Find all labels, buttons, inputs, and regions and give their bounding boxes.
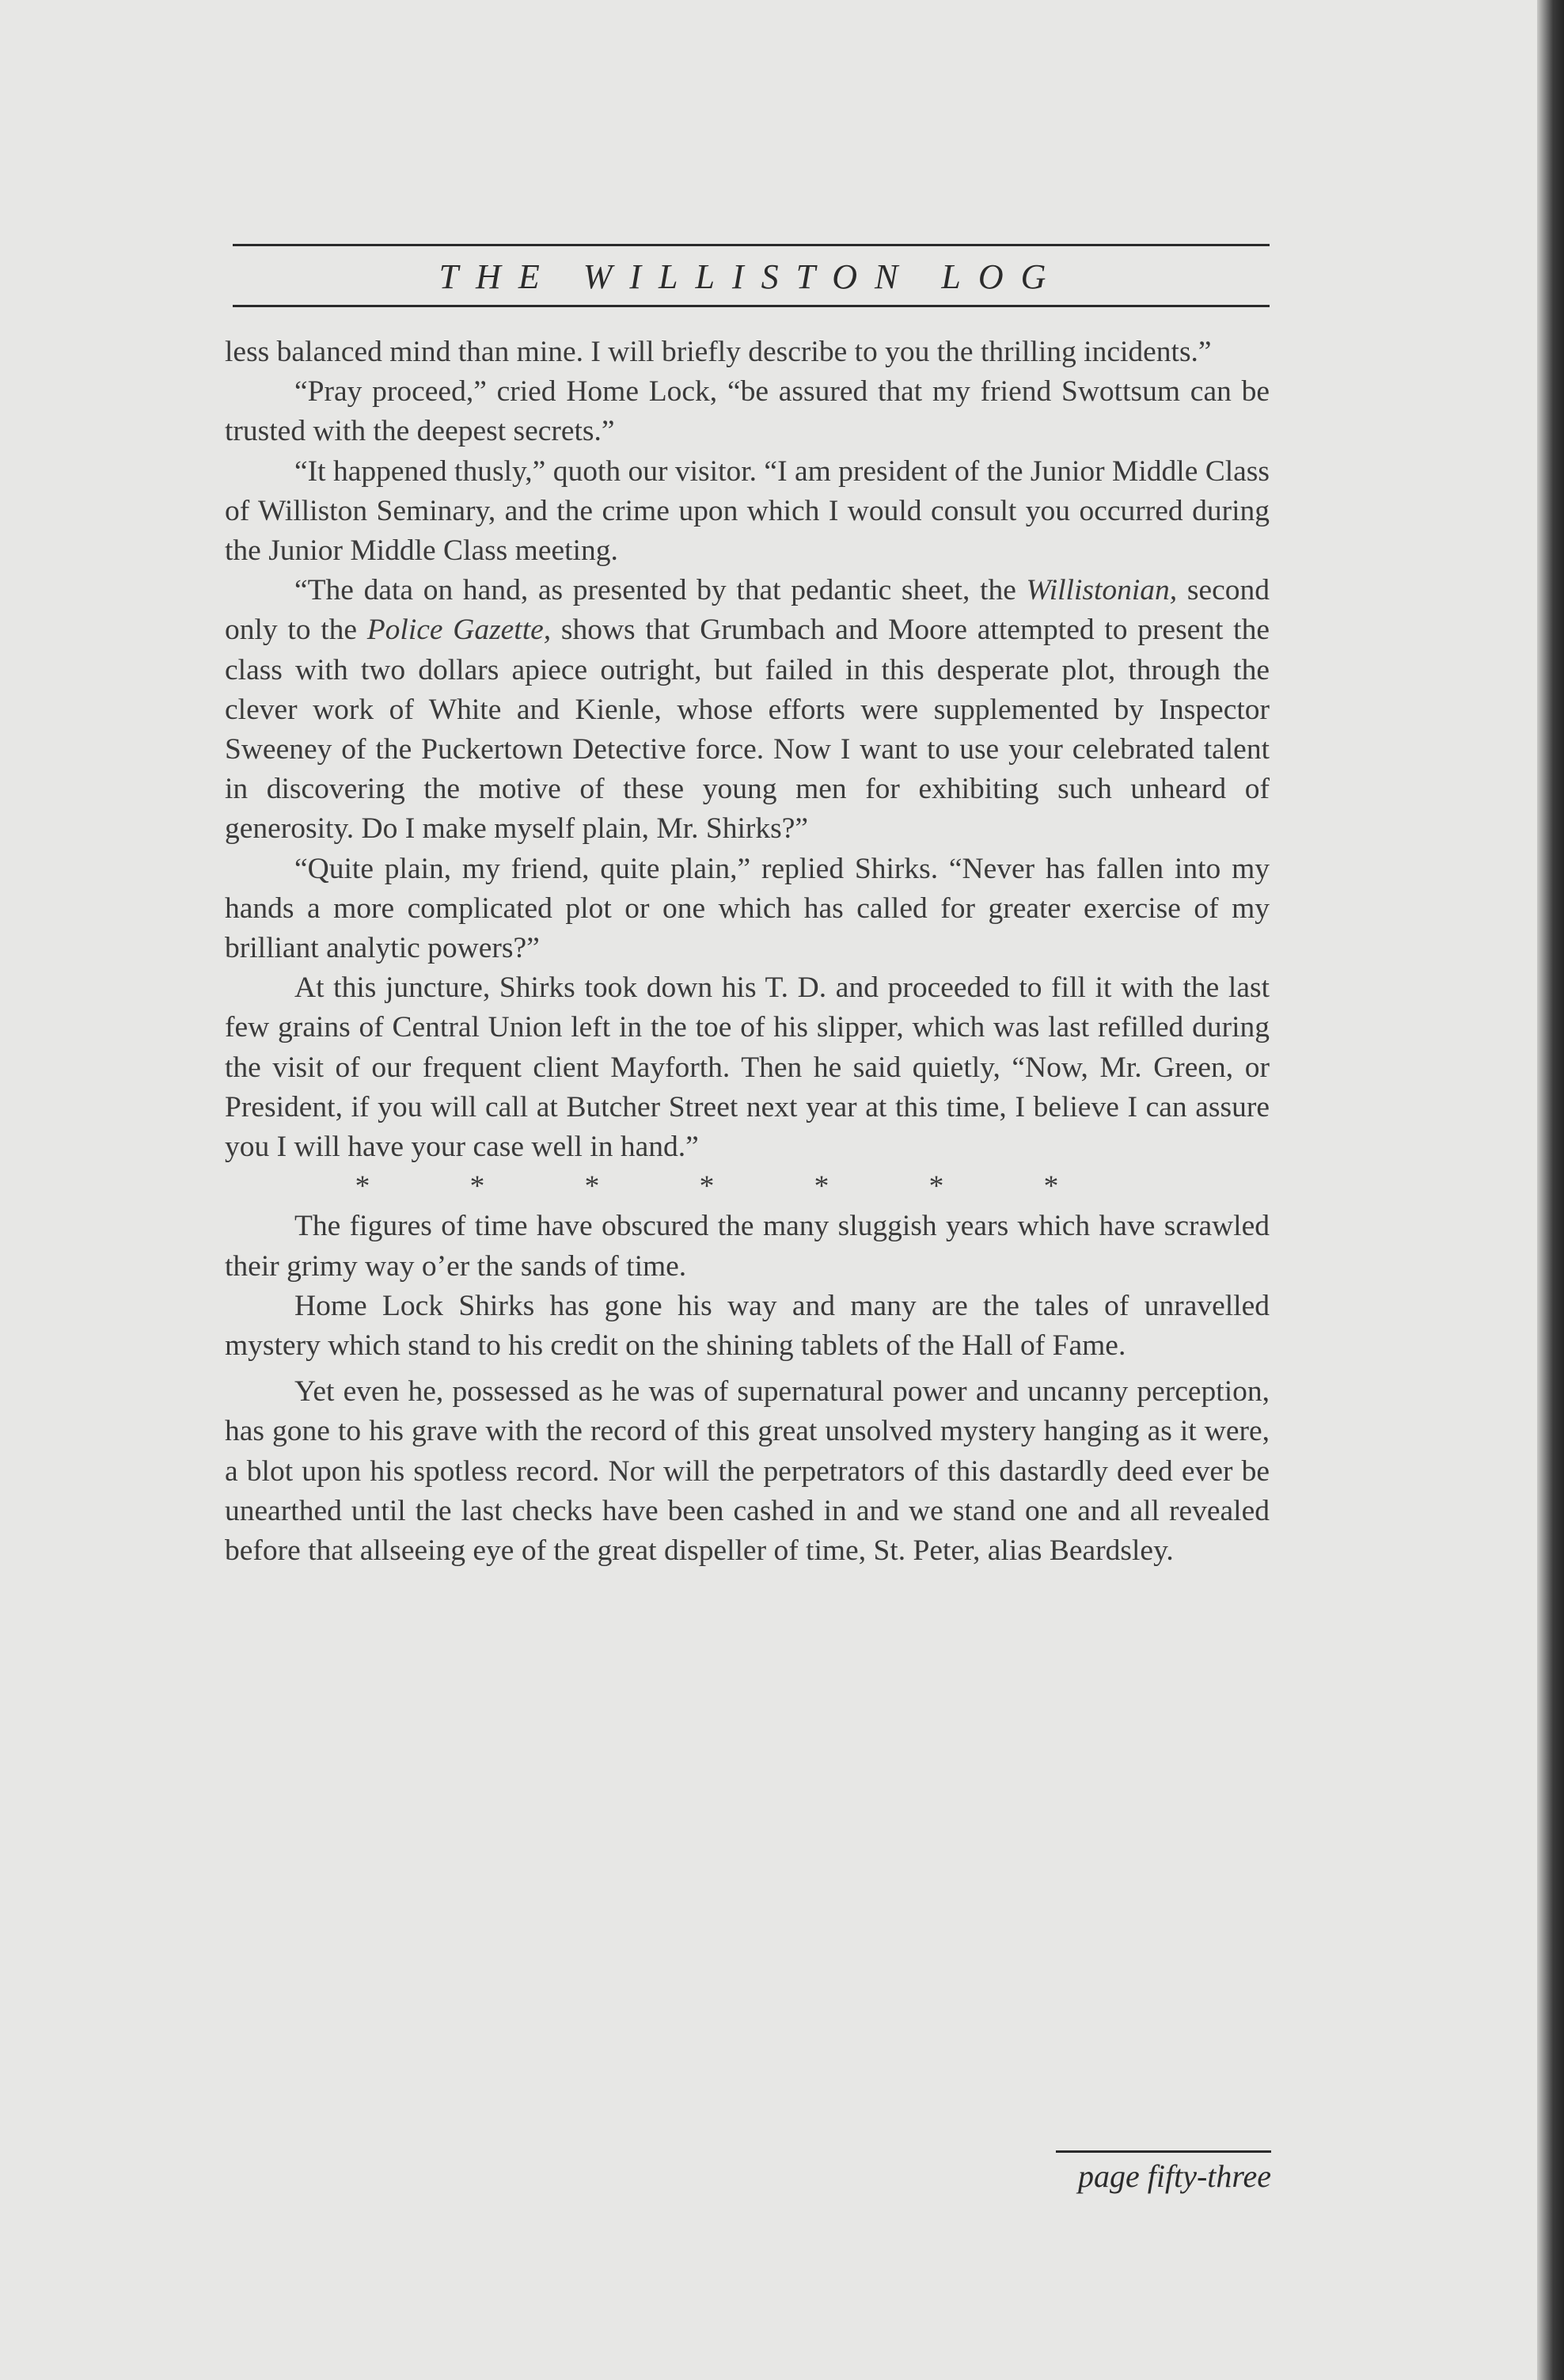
article-body xyxy=(225,333,1270,1571)
asterisk: * xyxy=(1043,1170,1059,1203)
asterisk: * xyxy=(584,1170,600,1203)
asterisk: * xyxy=(814,1170,829,1203)
page-number: page fifty-three xyxy=(1078,2158,1271,2194)
paragraph: less balanced mind than mine. I will briefly describe to you the thrilling incidents.” xyxy=(225,336,1212,368)
paragraph-text: “The data on hand, as presented by that pedantic sheet, the xyxy=(294,574,1027,607)
asterisk: * xyxy=(928,1170,944,1203)
paragraph: “It happened thusly,” quoth our visitor. “I am president of the Junior Middle Class of Williston Seminary, and the crime upon which I would consult you occurred during the Junior Middle Class meeting. xyxy=(225,454,1270,568)
page-edge-shadow xyxy=(1537,0,1564,2380)
running-header xyxy=(233,244,1270,307)
paragraph: The figures of time have obscured the many sluggish years which have scrawled their grimy way o’er the sands of time. xyxy=(225,1210,1270,1283)
header-bottom-rule xyxy=(233,305,1270,307)
section-separator xyxy=(355,1167,1059,1207)
publication-title-willistonian: Willistonian, xyxy=(1026,574,1178,607)
asterisk: * xyxy=(699,1170,715,1203)
paragraph: At this juncture, Shirks took down his T. D. and proceeded to fill it with the last few grains of Central Union left in the toe of his slipper, which was last refilled during the visit of our frequent client Mayforth. Then he said quietly, “Now, Mr. Green, or President, if you will call at Butcher Street next year at this time, I believe I can assure you I will have your case well in hand.” xyxy=(225,971,1270,1164)
paragraph: “Pray proceed,” cried Home Lock, “be assured that my friend Swottsum can be trusted with the deepest secrets.” xyxy=(225,375,1270,448)
paragraph-text: shows that Grumbach and Moore attempted to present the class with two dollars apiece outright, but failed in this desperate plot, through the clever work of White and Kienle, whose efforts were supplemented by Inspector Sweeney of the Puckertown Detective force. Now I want to use your celebrated talent in discovering the motive of these young men for exhibiting such unheard of generosity. Do I make myself plain, Mr. Shirks?” xyxy=(225,614,1270,846)
page-title: THE WILLISTON LOG xyxy=(438,257,1064,296)
paragraph: “Quite plain, my friend, quite plain,” replied Shirks. “Never has fallen into my hands a more complicated plot or one which has called for greater exercise of my brilliant analytic powers?” xyxy=(225,852,1270,965)
paragraph: Home Lock Shirks has gone his way and many are the tales of unravelled mystery which stand to his credit on the shining tablets of the Hall of Fame. xyxy=(225,1289,1270,1363)
paragraph-text: second only to the xyxy=(225,574,1270,647)
asterisk: * xyxy=(469,1170,485,1203)
paragraph: Yet even he, possessed as he was of supernatural power and uncanny perception, has gone to his grave with the record of this great unsolved mystery hanging as it were, a blot upon his spotless record. Nor will the perpetrators of this dastardly deed ever be unearthed until the last checks have been cashed in and we stand one and all revealed before that allseeing eye of the great dispeller of time, St. Peter, alias Beardsley. xyxy=(225,1375,1270,1568)
asterisk: * xyxy=(355,1170,370,1203)
publication-title-police-gazette: Police Gazette, xyxy=(366,614,552,647)
page-footer xyxy=(1056,2150,1271,2195)
paragraph xyxy=(225,571,1270,849)
